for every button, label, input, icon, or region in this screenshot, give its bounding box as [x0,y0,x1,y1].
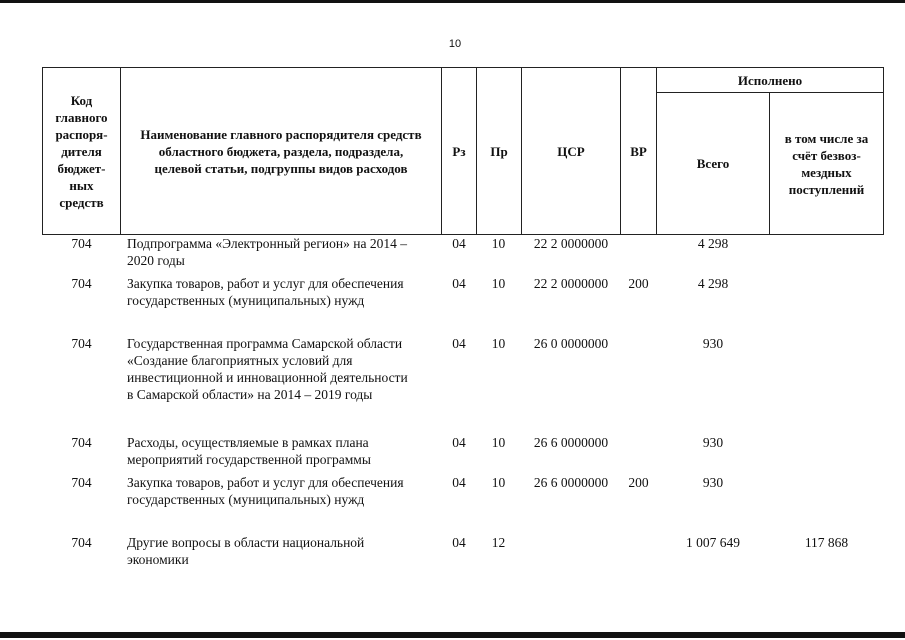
row-code: 704 [71,535,92,550]
row-name: Закупка товаров, работ и услуг для обеспечения государственных (муниципальных) нужд [127,475,404,507]
header-vline [883,67,884,235]
row-free: 117 868 [804,535,849,550]
row-csr: 26 6 0000000 [533,435,609,450]
row-rz: 04 [452,535,466,550]
row-pr: 10 [491,475,506,490]
row-pr: 10 [491,236,506,251]
row-csr: 22 2 0000000 [533,236,609,251]
row-pr: 10 [491,336,506,351]
row-code: 704 [71,336,92,351]
header-code: Код главного распоря-дителя бюджет-ных средств [55,92,108,210]
row-rz: 04 [452,336,466,351]
row-name: Закупка товаров, работ и услуг для обеспечения государственных (муниципальных) нужд [127,276,404,308]
row-rz: 04 [452,276,466,291]
header-total: Всего [696,156,730,171]
row-total: 930 [702,336,724,351]
bottom-border [0,632,905,638]
header-name: Наименование главного распорядителя средств областного бюджета, раздела, подраздела, целевой статьи, подгруппы видов расходов [140,126,422,176]
row-total: 4 298 [697,236,729,251]
row-csr: 26 6 0000000 [533,475,609,490]
row-rz: 04 [452,435,466,450]
row-csr: 22 2 0000000 [533,276,609,291]
header-csr: ЦСР [557,143,585,159]
row-total: 930 [702,435,724,450]
row-code: 704 [71,435,92,450]
row-name: Государственная программа Самарской области «Создание благоприятных условий для инвестиционной и инновационной деятельности в Самарской области» на 2014 – 2019 годы [127,336,408,402]
row-vr: 200 [628,475,649,490]
header-executed: Исполнено [737,72,803,88]
row-vr: 200 [628,276,649,291]
row-total: 4 298 [697,276,729,291]
row-name: Другие вопросы в области национальной экономики [127,535,365,567]
row-pr: 10 [491,435,506,450]
row-total: 1 007 649 [686,535,740,550]
header-vr: ВР [630,143,647,159]
top-border [0,0,905,3]
row-total: 930 [702,475,724,490]
row-code: 704 [71,236,92,251]
row-pr: 12 [491,535,506,550]
row-name: Расходы, осуществляемые в рамках плана мероприятий государственной программы [127,435,371,467]
row-csr: 26 0 0000000 [533,336,609,351]
row-pr: 10 [491,276,506,291]
row-rz: 04 [452,475,466,490]
row-code: 704 [71,276,92,291]
header-pr: Пр [490,143,508,159]
row-code: 704 [71,475,92,490]
row-rz: 04 [452,236,466,251]
page-number: 10 [448,38,462,50]
header-rz: Рз [452,143,466,159]
row-name: Подпрограмма «Электронный регион» на 2014 – 2020 годы [127,236,407,268]
header-free: в том числе за счёт безвоз-мездных поступлений [784,130,869,197]
